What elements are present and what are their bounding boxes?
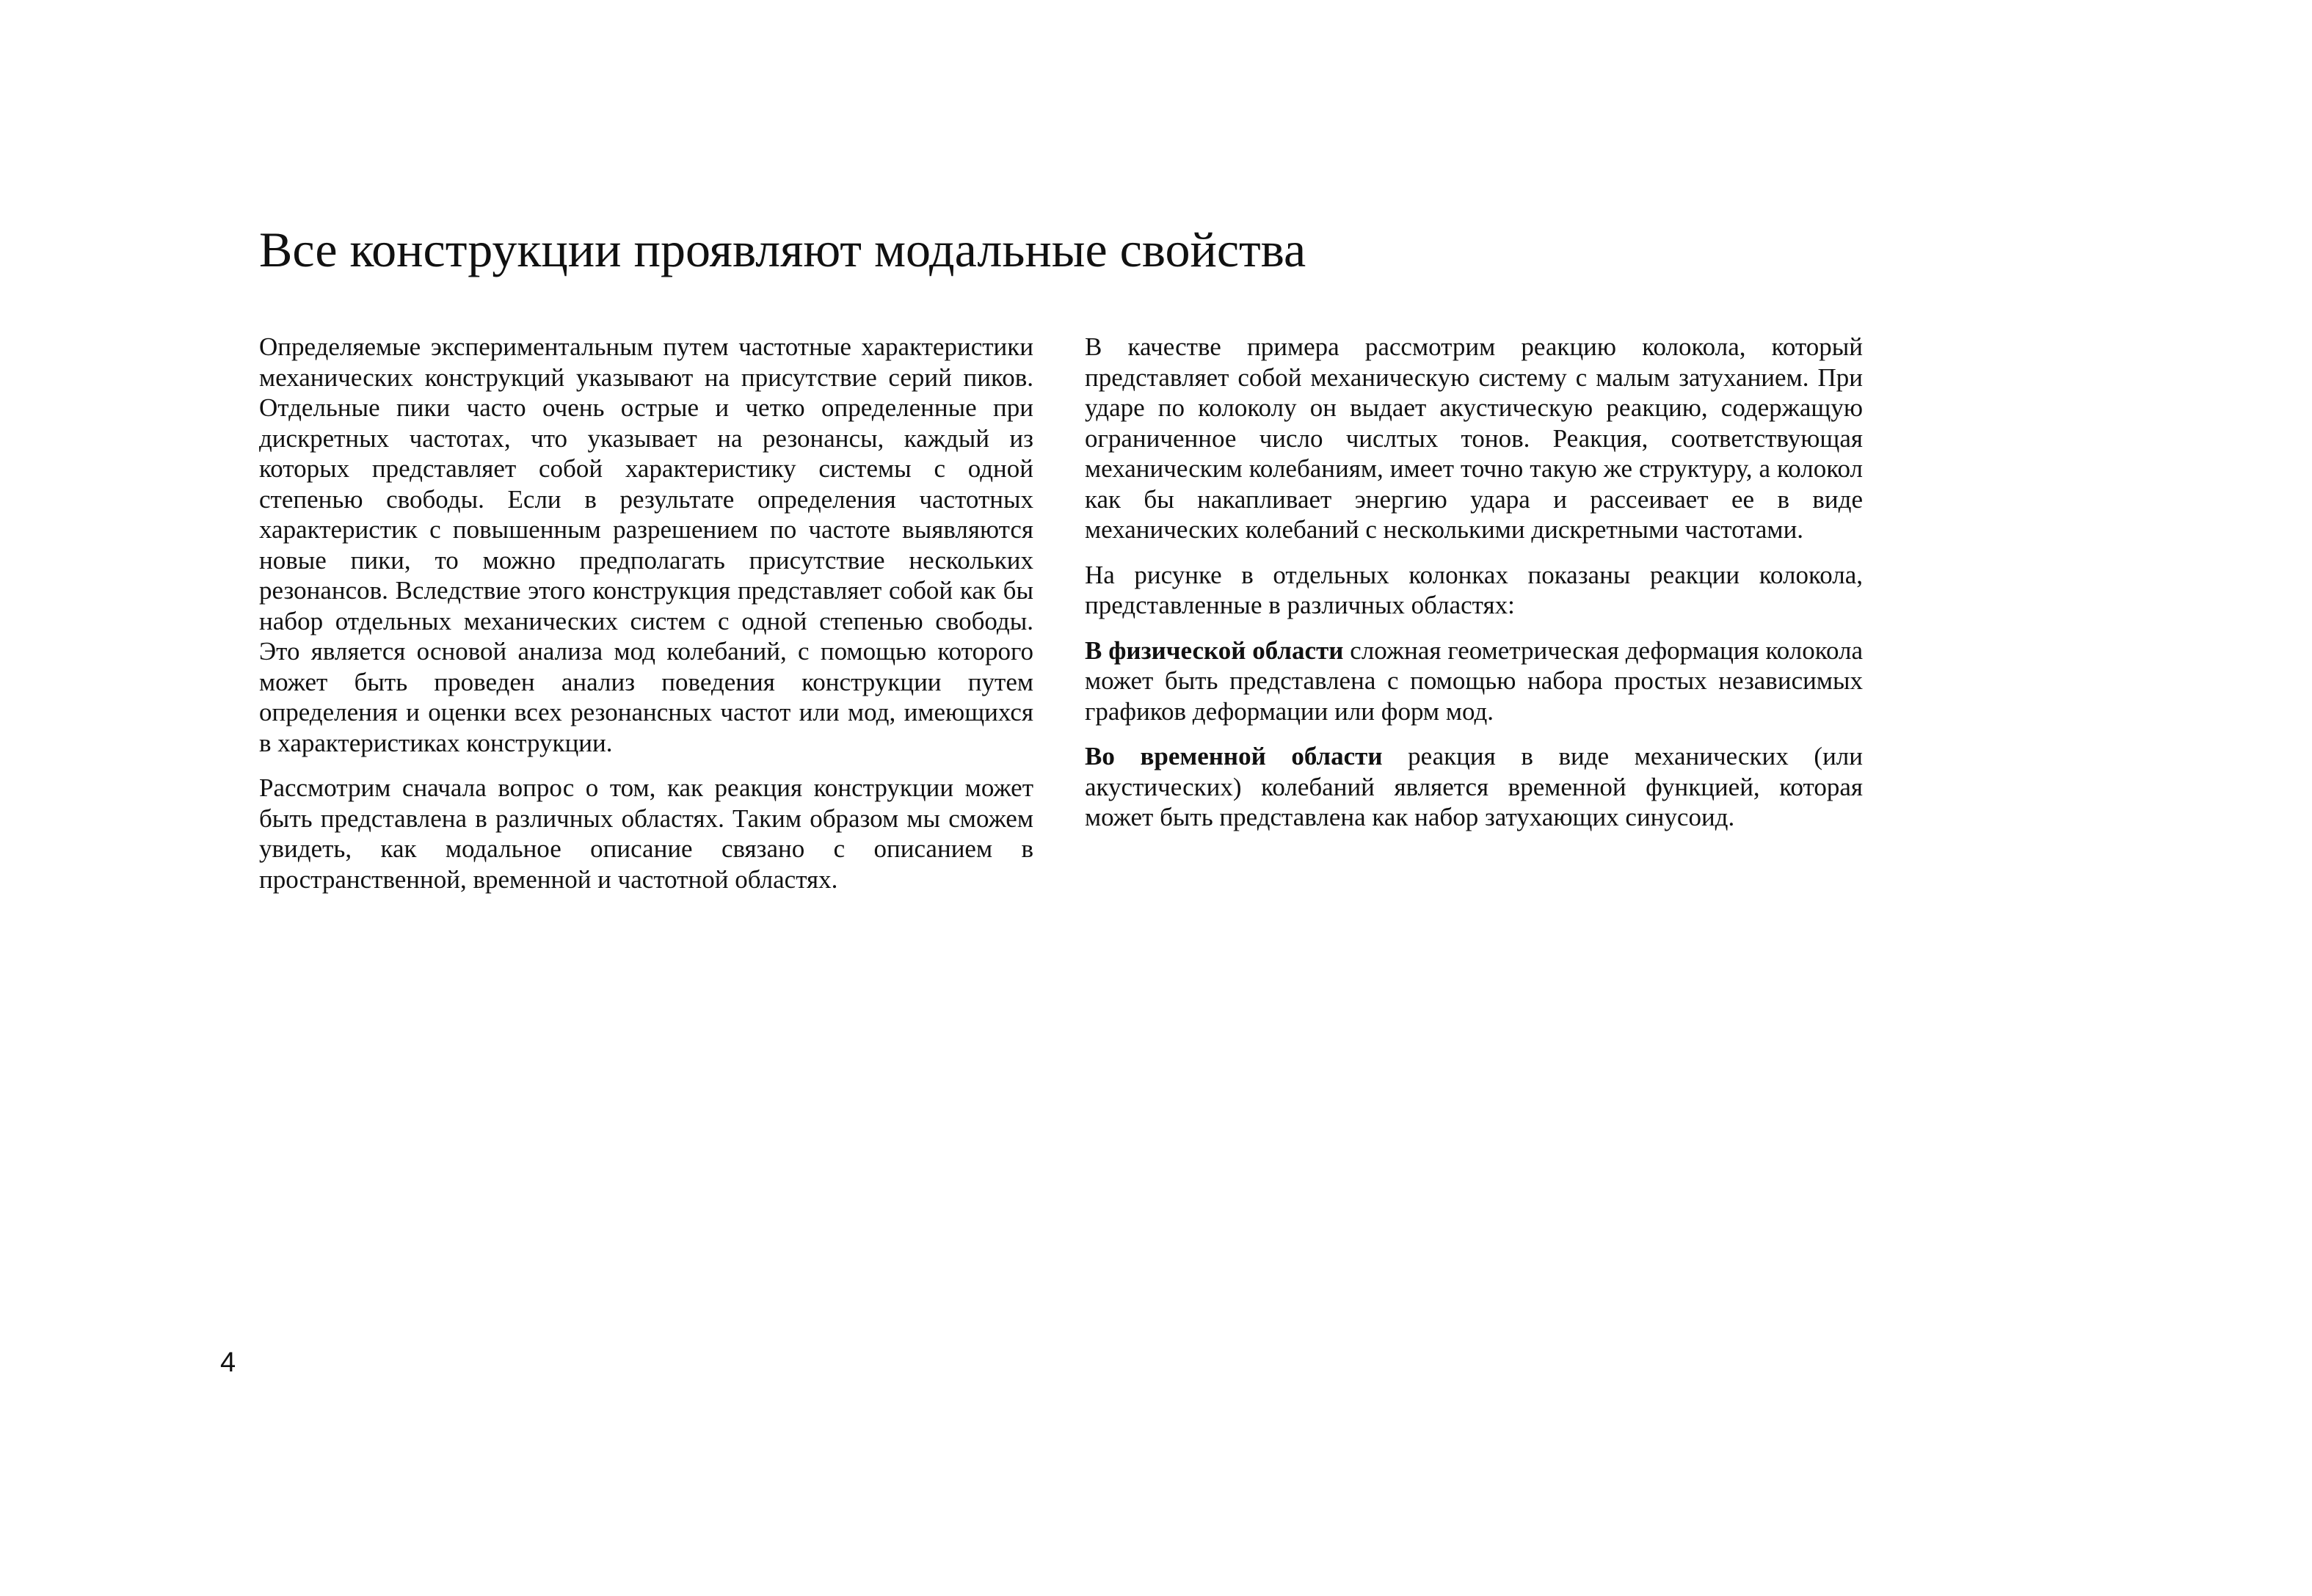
right-column — [1085, 332, 1863, 848]
physical-domain-text: сложная геометрическая деформация колокола может быть представлена с помощью набора простых независимых графиков деформации или форм мод. — [1085, 635, 1863, 726]
temporal-domain-term: Во временной области — [1085, 742, 1383, 770]
paragraph-domains-intro: Рассмотрим сначала вопрос о том, как реакция конструкции может быть представлена в различных областях. Таким образом мы сможем увидеть, как модальное описание связано с описанием в пространственной, временной и частотной областях. — [259, 773, 1033, 894]
page-title: Все конструкции проявляют модальные свойства — [259, 222, 1306, 277]
temporal-domain-text: реакция в виде механических (или акустических) колебаний является временной функцией, которая может быть представлена как набор затухающих синусоид. — [1085, 742, 1863, 831]
page-number: 4 — [220, 1347, 236, 1378]
paragraph-physical-domain — [1085, 635, 1863, 727]
left-column — [259, 332, 1033, 909]
paragraph-figure-columns: На рисунке в отдельных колонках показаны реакции колокола, представленные в различных областях: — [1085, 560, 1863, 619]
paragraph-frequency-response: Определяемые экспериментальным путем частотные характеристики механических конструкций указывают на присутствие серий пиков. Отдельные пики часто очень острые и четко определенные при дискретных частотах, что указывает на резонансы, каждый из которых представляет собой характеристику системы с одной степенью свободы. Если в результате определения частотных характеристик с повышенным разрешением по частоте выявляются новые пики, то можно предполагать присутствие нескольких резонансов. Вследствие этого конструкция представляет собой как бы набор отдельных механических систем с одной степенью свободы. Это является основой анализа мод колебаний, с помощью которого может быть проведен анализ поведения конструкции путем определения и оценки всех резонансных частот или мод, имеющихся в характеристиках конструкции. — [259, 332, 1033, 757]
physical-domain-term: В физической области — [1085, 635, 1344, 665]
paragraph-bell-example: В качестве примера рассмотрим реакцию колокола, который представляет собой механическую систему с малым затуханием. При ударе по колоколу он выдает акустическую реакцию, содержащую ограниченное число числтых тонов. Реакция, соответствующая механическим колебаниям, имеет точно такую же структуру, а колокол как бы накапливает энергию удара и рассеивает ее в виде механических колебаний с несколькими дискретными частотами. — [1085, 332, 1863, 544]
paragraph-temporal-domain — [1085, 741, 1863, 833]
